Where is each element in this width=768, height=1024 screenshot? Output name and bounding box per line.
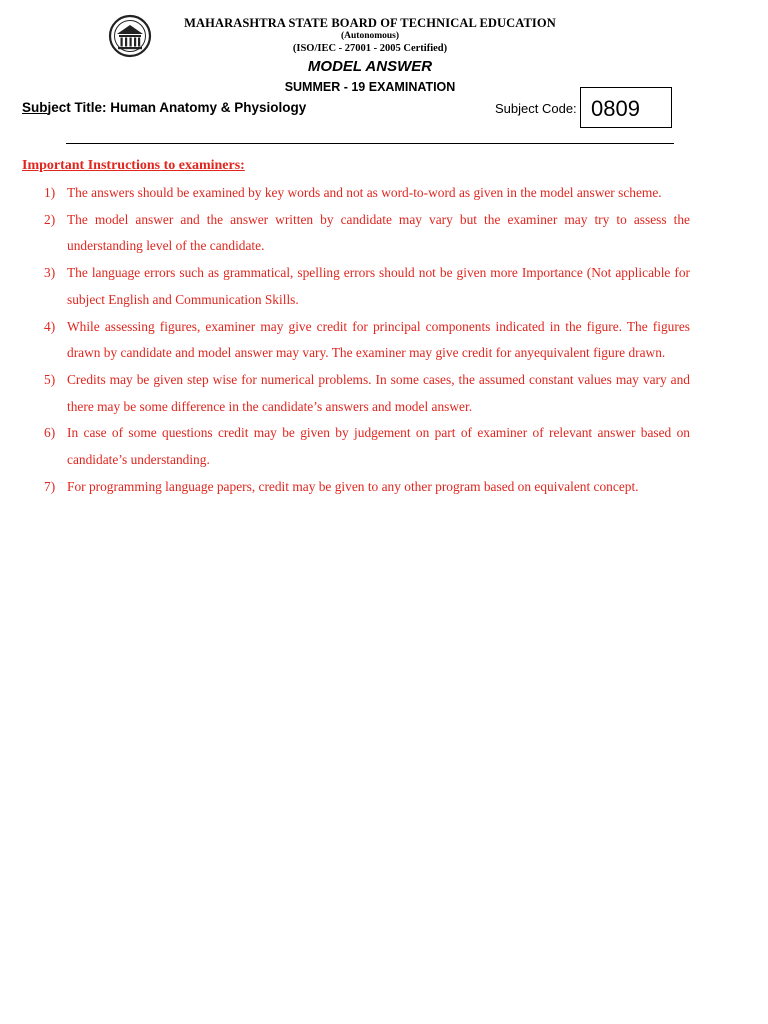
list-item	[22, 314, 690, 367]
model-answer-title: MODEL ANSWER	[307, 58, 433, 75]
list-item	[22, 207, 690, 260]
list-item	[22, 260, 690, 313]
subject-code-value: 0809	[591, 96, 640, 121]
list-item	[22, 180, 690, 207]
item-number: 2)	[44, 211, 56, 227]
subject-title-prefix: Sub	[22, 100, 48, 115]
autonomous-label: (Autonomous)	[340, 31, 400, 41]
header-divider	[66, 143, 674, 144]
item-number: 3)	[44, 265, 56, 281]
item-text: In case of some questions credit may be given by judgement on part of examiner of relevant answer based on candidate’s understanding.	[67, 425, 690, 468]
item-text: The language errors such as grammatical, spelling errors should not be given more Importance (Not applicable for subject English and Communication Skills.	[67, 265, 690, 307]
item-text: While assessing figures, examiner may give credit for principal components indicated in the figure. The figures drawn by candidate and model answer may vary. The examiner may give credit for anyequivalent figure drawn.	[67, 318, 690, 361]
board-name: MAHARASHTRA STATE BOARD OF TECHNICAL EDUCATION	[184, 16, 556, 30]
subject-code-box	[580, 87, 672, 128]
msbte-emblem-icon	[108, 14, 152, 58]
instructions-list	[22, 180, 690, 500]
item-text: Credits may be given step wise for numerical problems. In some cases, the assumed constant values may vary and there may be some difference in the candidate’s answers and model answer.	[67, 371, 690, 414]
subject-title	[22, 100, 306, 115]
list-item	[22, 474, 690, 501]
item-text: The answers should be examined by key words and not as word-to-word as given in the model answer scheme.	[67, 185, 662, 200]
item-text: For programming language papers, credit may be given to any other program based on equivalent concept.	[67, 478, 639, 494]
subject-code-label: Subject Code:	[495, 101, 577, 116]
iso-certification: (ISO/IEC - 27001 - 2005 Certified)	[292, 43, 448, 54]
item-text: The model answer and the answer written by candidate may vary but the examiner may try to assess the understanding level of the candidate.	[67, 211, 690, 254]
exam-session: SUMMER - 19 EXAMINATION	[284, 80, 456, 94]
list-item	[22, 367, 690, 420]
item-number: 7)	[44, 478, 56, 494]
list-item	[22, 420, 690, 473]
item-number: 6)	[44, 425, 56, 441]
item-number: 5)	[44, 371, 56, 387]
instructions-heading: Important Instructions to examiners:	[22, 158, 245, 173]
subject-title-rest: ject Title: Human Anatomy & Physiology	[47, 100, 307, 115]
item-number: 1)	[44, 185, 56, 200]
item-number: 4)	[44, 318, 56, 334]
